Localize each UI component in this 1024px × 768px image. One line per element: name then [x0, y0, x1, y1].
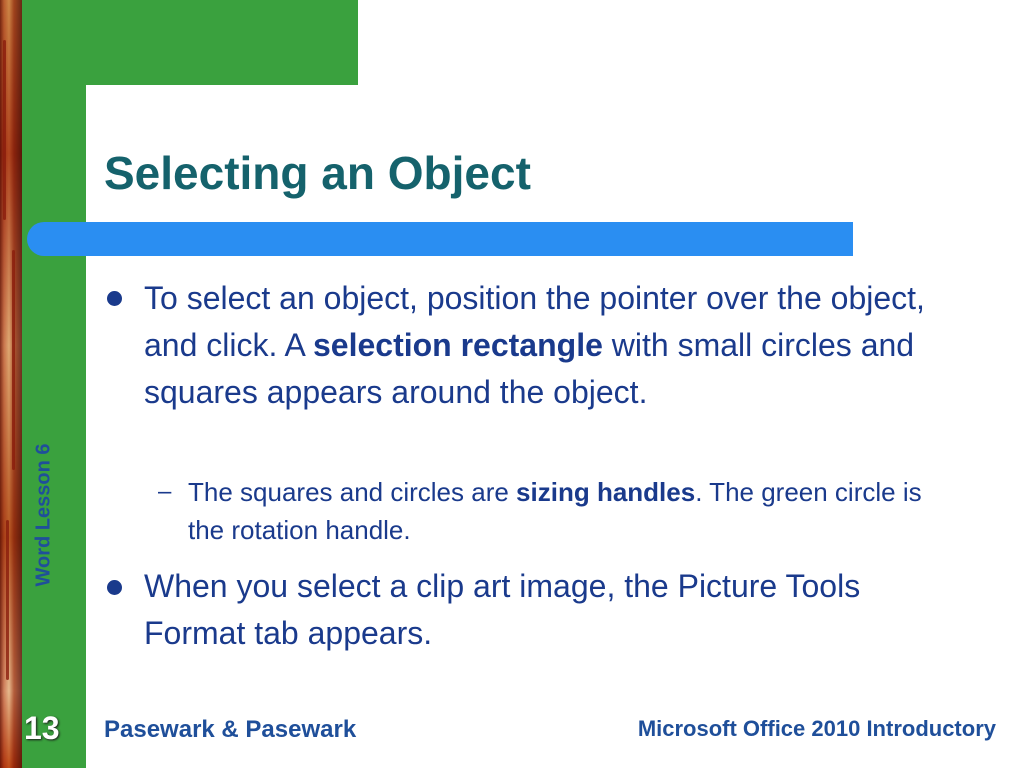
sub-bullet-dash: – [158, 478, 172, 505]
green-header-block [22, 0, 358, 85]
slide-number: 13 [24, 710, 60, 746]
sub-bullet-text [188, 473, 958, 549]
bullet-1-bold: selection rectangle [312, 327, 603, 363]
bullet-dot [107, 580, 122, 595]
footer-publisher: Pasewark & Pasewark [104, 716, 357, 743]
sub-bullet-text-before: The squares and circles are [188, 477, 517, 507]
photo-streak [12, 250, 15, 470]
slide-title: Selecting an Object [104, 147, 531, 199]
bullet-1-text [144, 275, 944, 416]
bullet-1-text-before: To select an object, position the pointer over the object, and click. A [144, 280, 925, 363]
green-sidebar [22, 0, 86, 768]
bullet-1-text-after: with small circles and squares appears around the object. [144, 327, 915, 410]
lesson-label: Word Lesson 6 [32, 443, 55, 587]
decorative-photo-strip [0, 0, 22, 768]
footer-course-title: Microsoft Office 2010 Introductory [637, 716, 996, 741]
bullet-2-text: When you select a clip art image, the Picture Tools Format tab appears. [144, 568, 861, 651]
sub-bullet-text-after: . The green circle is the rotation handle. [188, 477, 922, 545]
title-underline-bar [27, 222, 853, 256]
photo-streak [3, 40, 6, 220]
bullet-dot [107, 291, 122, 306]
photo-streak [6, 520, 9, 680]
sub-bullet-bold: sizing handles [516, 477, 696, 507]
